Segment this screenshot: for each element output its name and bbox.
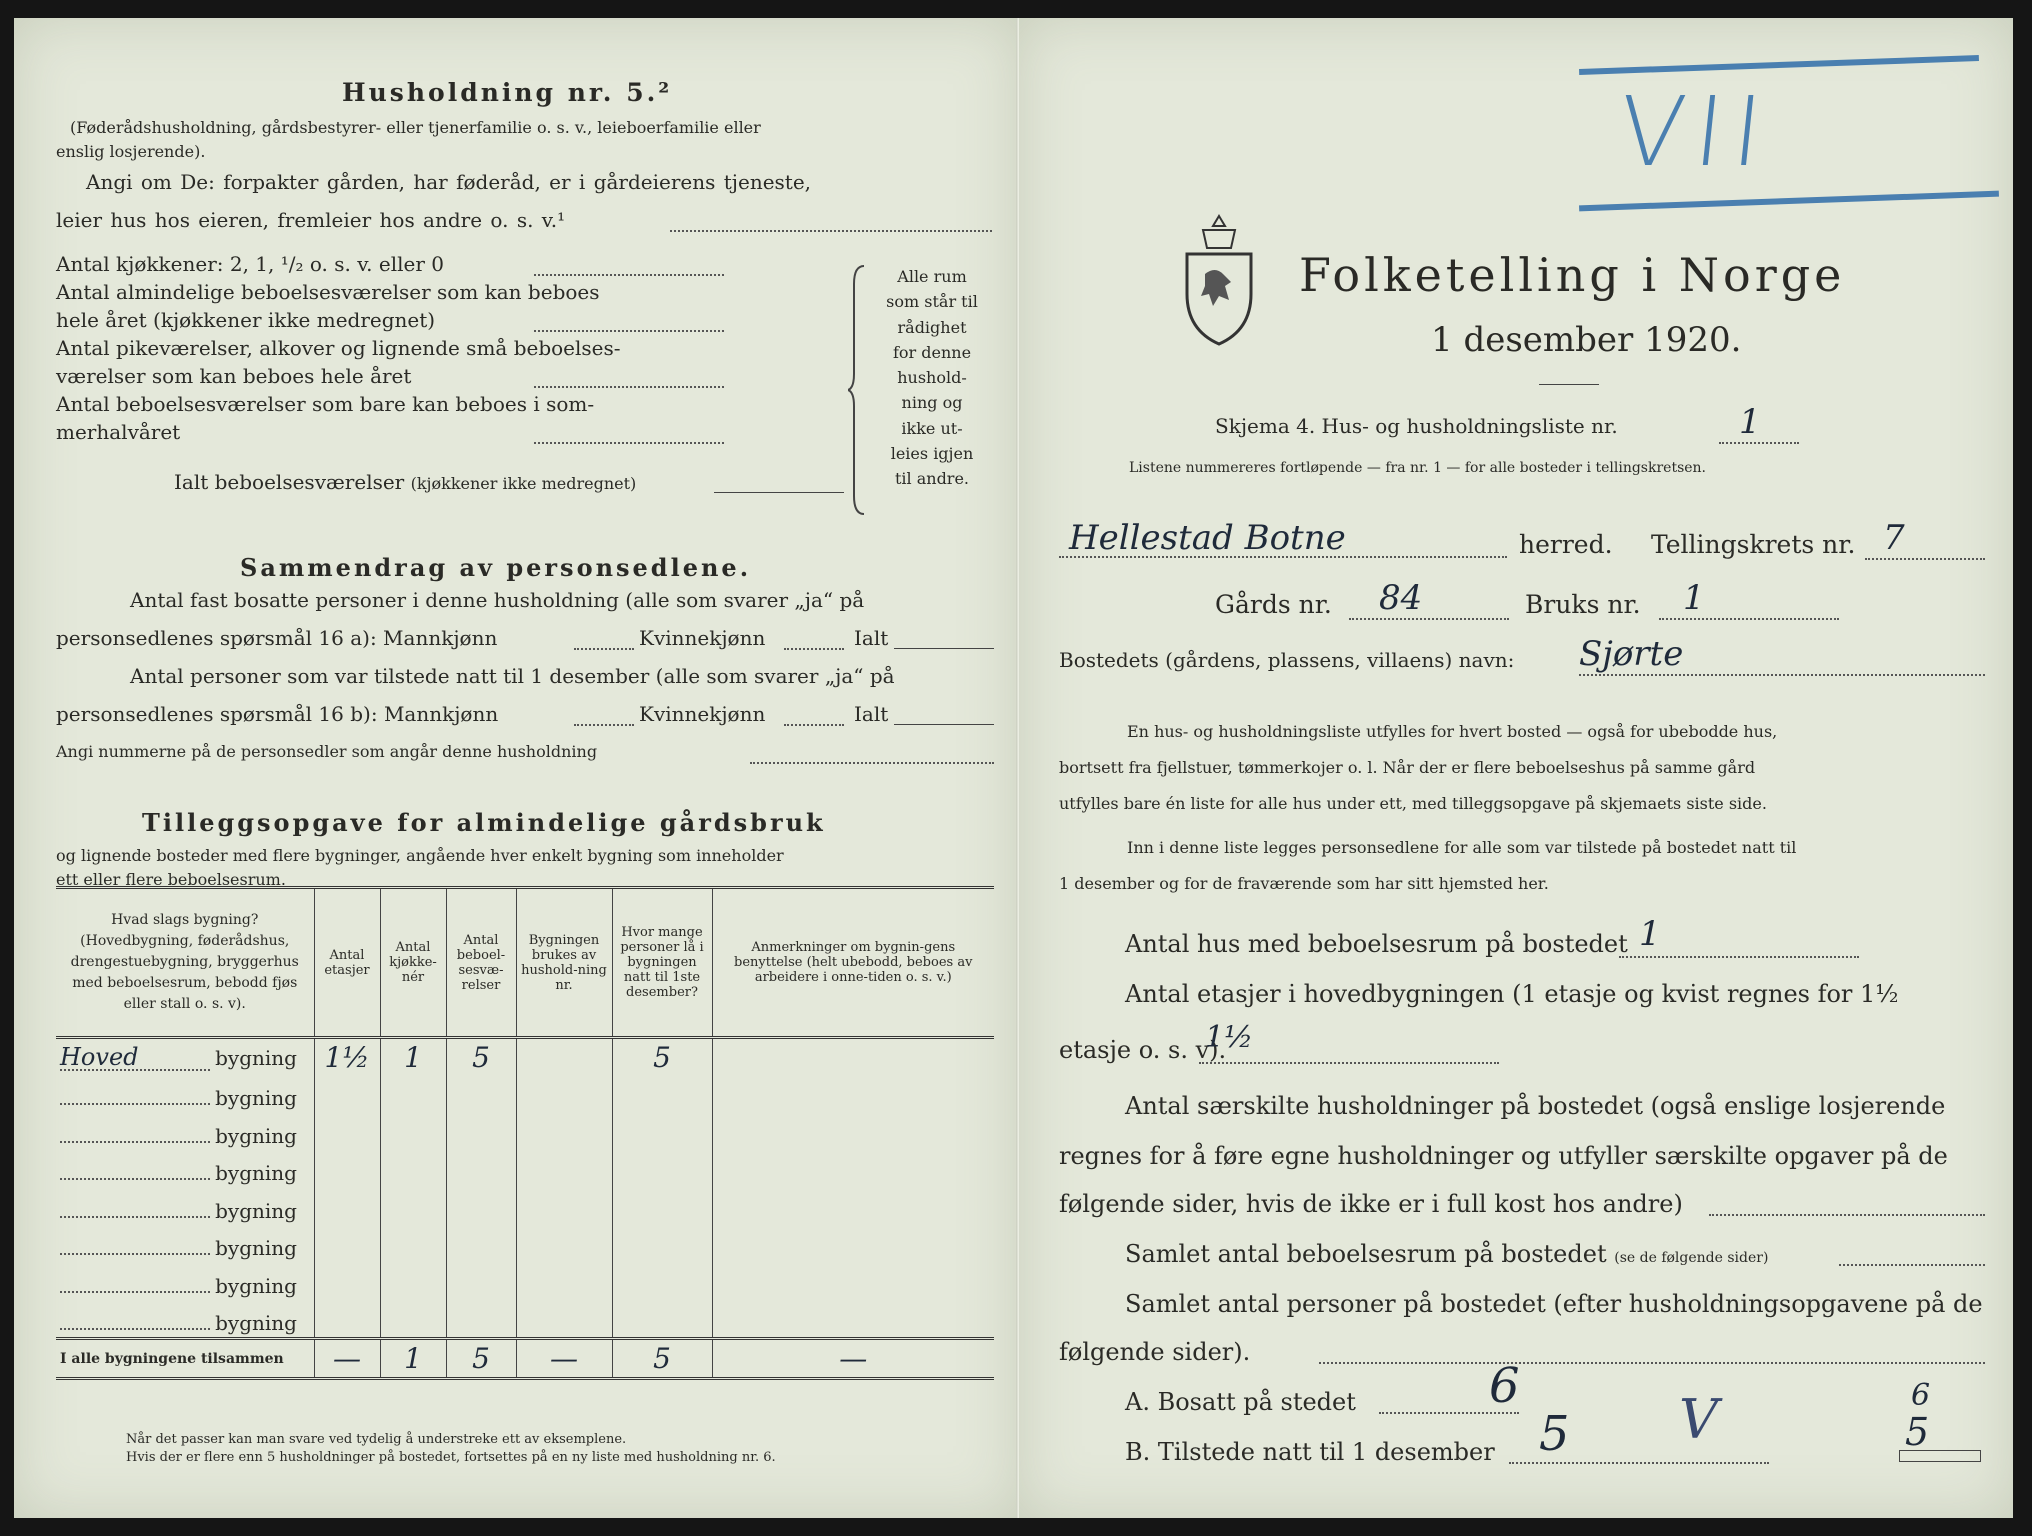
cell-pers <box>612 1076 712 1114</box>
bosted-line <box>1579 674 1985 676</box>
bygning-label: bygning <box>215 1273 297 1298</box>
mann-line-b <box>574 724 634 726</box>
footnote-1: Når det passer kan man svare ved tydelig å understreke ett av eksemplene. <box>126 1432 627 1447</box>
cell-kjokken <box>380 1114 446 1152</box>
rooms-total <box>174 470 636 494</box>
herred-line <box>1059 556 1507 558</box>
brace-note-line: rådighet <box>897 317 967 337</box>
title-rule <box>1539 384 1599 385</box>
intro-line-2: enslig losjerende). <box>56 142 206 161</box>
ordinary-line <box>534 330 724 332</box>
q-hus-line <box>1619 956 1859 958</box>
summary-line-4: personsedlenes spørsmål 16 b): Mannkjønn <box>56 702 499 726</box>
cell-pers <box>612 1264 712 1302</box>
para1-line-3: utfylles bare én liste for alle hus under ett, med tilleggsopgave på skjemaets siste side. <box>1059 794 1767 813</box>
total-pers: 5 <box>612 1339 712 1379</box>
skjema-line <box>1719 442 1799 444</box>
cell-vaer <box>446 1301 516 1339</box>
bygning-label: bygning <box>215 1161 297 1186</box>
cell-hush <box>516 1076 612 1114</box>
summary-line-3: Antal personer som var tilstede natt til 1 desember (alle som svarer „ja“ på <box>130 664 895 688</box>
gards-value: 84 <box>1379 578 1423 618</box>
table-row <box>56 1038 994 1077</box>
cell-anm <box>712 1038 994 1077</box>
cell-etasjer <box>314 1076 380 1114</box>
bruks-line <box>1659 618 1839 620</box>
q-pers-line-1: Samlet antal personer på bostedet (efter husholdningsopgavene på de <box>1125 1290 1983 1318</box>
cell-kjokken <box>380 1301 446 1339</box>
krets-line <box>1865 558 1985 560</box>
cell-etasjer <box>314 1301 380 1339</box>
q-etasjer-value: 1½ <box>1205 1020 1254 1055</box>
building-type-cell <box>56 1114 314 1152</box>
rooms-kitchens: Antal kjøkkener: 2, 1, ¹/₂ o. s. v. eller 0 <box>56 252 444 276</box>
bygning-label: bygning <box>215 1045 297 1070</box>
q-etasjer-line-1: Antal etasjer i hovedbygningen (1 etasje og kvist regnes for 1½ <box>1125 980 1899 1008</box>
building-type-value <box>60 1117 210 1143</box>
cell-etasjer <box>314 1226 380 1264</box>
kvinne-label-b: Kvinnekjønn <box>639 702 766 726</box>
bygning-label: bygning <box>215 1310 297 1335</box>
col-etasjer: Antal etasjer <box>314 888 380 1038</box>
building-type-value <box>60 1267 210 1293</box>
cell-vaer <box>446 1114 516 1152</box>
building-type-cell <box>56 1301 314 1339</box>
col-personer: Hvor mange personer lå i bygningen natt til 1ste desember? <box>612 888 712 1038</box>
rooms-total-label: Ialt beboelsesværelser <box>174 470 405 494</box>
table-row <box>56 1114 994 1152</box>
para2-line-2: 1 desember og for de fraværende som har sitt hjemsted her. <box>1059 874 1549 893</box>
ialt-line-b <box>894 724 994 725</box>
cell-vaer: 5 <box>446 1038 516 1077</box>
herred-value: Hellestad Botne <box>1069 518 1346 558</box>
cell-anm <box>712 1264 994 1302</box>
q-etasjer-line-2: etasje o. s. v). <box>1059 1036 1227 1064</box>
right-page <box>1019 18 2013 1518</box>
q-hus-value: 1 <box>1639 914 1661 954</box>
summary-line-5: Angi nummerne på de personsedler som angår denne husholdning <box>56 742 598 761</box>
tillegg-title: Tilleggsopgave for almindelige gårdsbruk <box>142 808 826 837</box>
census-title: Folketelling i Norge <box>1299 248 1846 302</box>
summer-line <box>534 442 724 444</box>
building-type-cell <box>56 1151 314 1189</box>
ialt-label-b: Ialt <box>854 702 889 726</box>
krets-value: 7 <box>1883 518 1905 558</box>
q-pers-line <box>1319 1362 1985 1364</box>
small-line <box>534 386 724 388</box>
brace-note-line: til andre. <box>894 469 970 489</box>
brace-icon <box>848 264 868 516</box>
rooms-small-b: værelser som kan beboes hele året <box>56 364 412 388</box>
corner-value-a: 6 <box>1911 1378 1931 1413</box>
corner-stamp-box <box>1899 1450 1981 1462</box>
q-rum-total <box>1125 1240 1768 1268</box>
check-mark: V <box>1679 1388 1718 1451</box>
cell-pers <box>612 1301 712 1339</box>
cell-hush <box>516 1264 612 1302</box>
angi-dotted-line <box>670 230 992 232</box>
col-husholdning: Bygningen brukes av hushold-ning nr. <box>516 888 612 1038</box>
table-row <box>56 1301 994 1339</box>
tillegg-line-1: og lignende bosteder med flere bygninger, angående hver enkelt bygning som inneholder <box>56 846 784 865</box>
total-vaer: 5 <box>446 1339 516 1379</box>
total-line <box>714 492 844 493</box>
building-table <box>56 886 994 1380</box>
rooms-ordinary-a: Antal almindelige beboelsesværelser som kan beboes <box>56 280 600 304</box>
cell-etasjer <box>314 1189 380 1227</box>
brace-note <box>872 264 992 492</box>
building-type-value <box>60 1229 210 1255</box>
corner-value-b: 5 <box>1905 1410 1930 1454</box>
col-vaerelser: Antal beboel-sesvæ-relser <box>446 888 516 1038</box>
building-type-value <box>60 1079 210 1105</box>
q-bosatt-value: 6 <box>1489 1358 1520 1414</box>
cell-etasjer <box>314 1114 380 1152</box>
bygning-label: bygning <box>215 1198 297 1223</box>
total-anm: — <box>712 1339 994 1379</box>
total-etasjer: — <box>314 1339 380 1379</box>
summary-line-2: personsedlenes spørsmål 16 a): Mannkjønn <box>56 626 498 650</box>
cell-kjokken <box>380 1076 446 1114</box>
cell-vaer <box>446 1226 516 1264</box>
cell-kjokken <box>380 1151 446 1189</box>
cell-etasjer: 1½ <box>314 1038 380 1077</box>
bruks-label: Bruks nr. <box>1525 590 1641 619</box>
total-hush: — <box>516 1339 612 1379</box>
total-kjokken: 1 <box>380 1339 446 1379</box>
q-bosatt-label: A. Bosatt på stedet <box>1125 1388 1356 1416</box>
bygning-label: bygning <box>215 1123 297 1148</box>
cell-vaer <box>446 1076 516 1114</box>
q-hush-line-3: følgende sider, hvis de ikke er i full kost hos andre) <box>1059 1190 1683 1218</box>
cell-pers <box>612 1114 712 1152</box>
q-pers-line-2: følgende sider). <box>1059 1338 1251 1366</box>
krets-label: Tellingskrets nr. <box>1651 530 1856 559</box>
cell-pers <box>612 1151 712 1189</box>
table-row <box>56 1264 994 1302</box>
building-type-value <box>60 1154 210 1180</box>
left-page <box>14 18 1019 1518</box>
rooms-summer-b: merhalvåret <box>56 420 181 444</box>
para1-line-1: En hus- og husholdningsliste utfylles for hvert bosted — også for ubebodde hus, <box>1127 722 1778 741</box>
roman-numeral-stamp: VII <box>1613 76 1778 188</box>
building-type-value <box>60 1192 210 1218</box>
building-type-cell <box>56 1189 314 1227</box>
gards-label: Gårds nr. <box>1215 590 1332 619</box>
kvinne-label-a: Kvinnekjønn <box>639 626 766 650</box>
cell-pers <box>612 1189 712 1227</box>
q-hus-label: Antal hus med beboelsesrum på bostedet <box>1125 930 1628 958</box>
q-etasjer-line <box>1199 1062 1499 1064</box>
kvinne-line-b <box>784 724 844 726</box>
col-building-type: Hvad slags bygning? (Hovedbygning, føderådshus, drengestuebygning, bryggerhus med beboelsesrum, bebodd fjøs eller stall o. s. v). <box>70 912 299 1012</box>
rooms-total-note: (kjøkkener ikke medregnet) <box>410 474 637 493</box>
angi-line-1: Angi om De: forpakter gården, har føderåd, er i gårdeierens tjeneste, <box>86 170 812 194</box>
cell-kjokken: 1 <box>380 1038 446 1077</box>
cell-anm <box>712 1189 994 1227</box>
household-title: Husholdning nr. 5.² <box>342 78 673 107</box>
para2-line-1: Inn i denne liste legges personsedlene for alle som var tilstede på bostedet natt til <box>1127 838 1797 857</box>
table-header-row <box>56 888 994 1038</box>
rooms-ordinary-b: hele året (kjøkkener ikke medregnet) <box>56 308 436 332</box>
cell-hush <box>516 1189 612 1227</box>
table-row <box>56 1151 994 1189</box>
table-row <box>56 1076 994 1114</box>
total-label-cell <box>56 1339 314 1379</box>
building-type-cell <box>56 1226 314 1264</box>
cell-kjokken <box>380 1264 446 1302</box>
summary-line-1: Antal fast bosatte personer i denne husholdning (alle som svarer „ja“ på <box>130 588 865 612</box>
herred-label: herred. <box>1519 530 1613 559</box>
mann-line-a <box>574 648 634 650</box>
brace-note-line: leies igjen <box>890 444 974 464</box>
angi-line-2: leier hus hos eieren, fremleier hos andre o. s. v.¹ <box>56 208 566 232</box>
footnote-2: Hvis der er flere enn 5 husholdninger på bostedet, fortsettes på en ny liste med husholdning nr. 6. <box>126 1450 776 1465</box>
col-kjokkener: Antal kjøkke-nér <box>380 888 446 1038</box>
cell-anm <box>712 1076 994 1114</box>
cell-vaer <box>446 1264 516 1302</box>
cell-vaer <box>446 1189 516 1227</box>
cell-pers <box>612 1226 712 1264</box>
bosted-value: Sjørte <box>1579 634 1684 674</box>
q-rum-label: Samlet antal beboelsesrum på bostedet <box>1125 1240 1607 1268</box>
cell-vaer <box>446 1151 516 1189</box>
stamp-line-bottom <box>1579 191 1999 212</box>
total-label: I alle bygningene tilsammen <box>60 1350 284 1367</box>
table-row <box>56 1189 994 1227</box>
gards-line <box>1349 618 1509 620</box>
rooms-summer-a: Antal beboelsesværelser som bare kan beboes i som- <box>56 392 595 416</box>
bygning-label: bygning <box>215 1236 297 1261</box>
bosted-label: Bostedets (gårdens, plassens, villaens) navn: <box>1059 648 1515 672</box>
brace-note-line: for denne <box>892 342 972 362</box>
kitchens-line <box>534 274 724 276</box>
cell-hush <box>516 1038 612 1077</box>
q-hush-line-2: regnes for å føre egne husholdninger og utfyller særskilte opgaver på de <box>1059 1142 1948 1170</box>
building-type-value: Hoved <box>60 1045 210 1071</box>
col-anmerkninger: Anmerkninger om bygnin-gens benyttelse (helt ubebodd, beboes av arbeidere i onne-tiden o. s. v.) <box>712 888 994 1038</box>
building-type-cell <box>56 1076 314 1114</box>
cell-anm <box>712 1301 994 1339</box>
q-bosatt-line <box>1379 1412 1519 1414</box>
q-rum-line <box>1839 1264 1985 1266</box>
listene-note: Listene nummereres fortløpende — fra nr. 1 — for alle bosteder i tellingskretsen. <box>1129 460 1707 476</box>
cell-hush <box>516 1151 612 1189</box>
table-row <box>56 1226 994 1264</box>
skjema-label: Skjema 4. Hus- og husholdningsliste nr. <box>1215 414 1618 438</box>
rooms-small-a: Antal pikeværelser, alkover og lignende små beboelses- <box>56 336 621 360</box>
brace-note-line: hushold- <box>897 368 967 388</box>
bruks-value: 1 <box>1683 578 1705 618</box>
bygning-label: bygning <box>215 1086 297 1111</box>
table-total-row <box>56 1339 994 1379</box>
q-tilstede-label: B. Tilstede natt til 1 desember <box>1125 1438 1495 1466</box>
building-type-cell <box>56 1264 314 1302</box>
brace-note-line: ikke ut- <box>901 418 963 438</box>
cell-hush <box>516 1226 612 1264</box>
q-tilstede-value: 5 <box>1539 1406 1570 1462</box>
ialt-label-a: Ialt <box>854 626 889 650</box>
cell-anm <box>712 1226 994 1264</box>
q-hush-line <box>1709 1214 1985 1216</box>
cell-anm <box>712 1114 994 1152</box>
ialt-line-a <box>894 648 994 649</box>
brace-note-line: som står til <box>886 292 978 312</box>
tillegg-line-2: ett eller flere beboelsesrum. <box>56 870 286 889</box>
cell-kjokken <box>380 1226 446 1264</box>
building-type-cell <box>56 1038 314 1077</box>
intro-line-1: (Føderådshusholdning, gårdsbestyrer- eller tjenerfamilie o. s. v., leieboerfamilie eller <box>70 118 761 137</box>
cell-hush <box>516 1301 612 1339</box>
summary-title: Sammendrag av personsedlene. <box>240 553 752 582</box>
kvinne-line-a <box>784 648 844 650</box>
cell-hush <box>516 1114 612 1152</box>
coat-of-arms-icon <box>1179 208 1259 348</box>
stamp-line-top <box>1579 55 1979 75</box>
nummerne-line <box>750 762 994 764</box>
brace-note-line: Alle rum <box>897 267 967 286</box>
q-tilstede-line <box>1509 1462 1769 1464</box>
skjema-value: 1 <box>1739 402 1761 442</box>
para1-line-2: bortsett fra fjellstuer, tømmerkojer o. l. Når der er flere beboelseshus på samme gård <box>1059 758 1756 777</box>
cell-etasjer <box>314 1151 380 1189</box>
cell-etasjer <box>314 1264 380 1302</box>
building-type-value <box>60 1304 210 1330</box>
cell-kjokken <box>380 1189 446 1227</box>
cell-anm <box>712 1151 994 1189</box>
q-rum-note: (se de følgende sider) <box>1614 1250 1769 1266</box>
q-hush-line-1: Antal særskilte husholdninger på bostedet (også enslige losjerende <box>1125 1092 1946 1120</box>
census-date: 1 desember 1920. <box>1431 320 1742 360</box>
brace-note-line: ning og <box>901 393 963 413</box>
cell-pers: 5 <box>612 1038 712 1077</box>
